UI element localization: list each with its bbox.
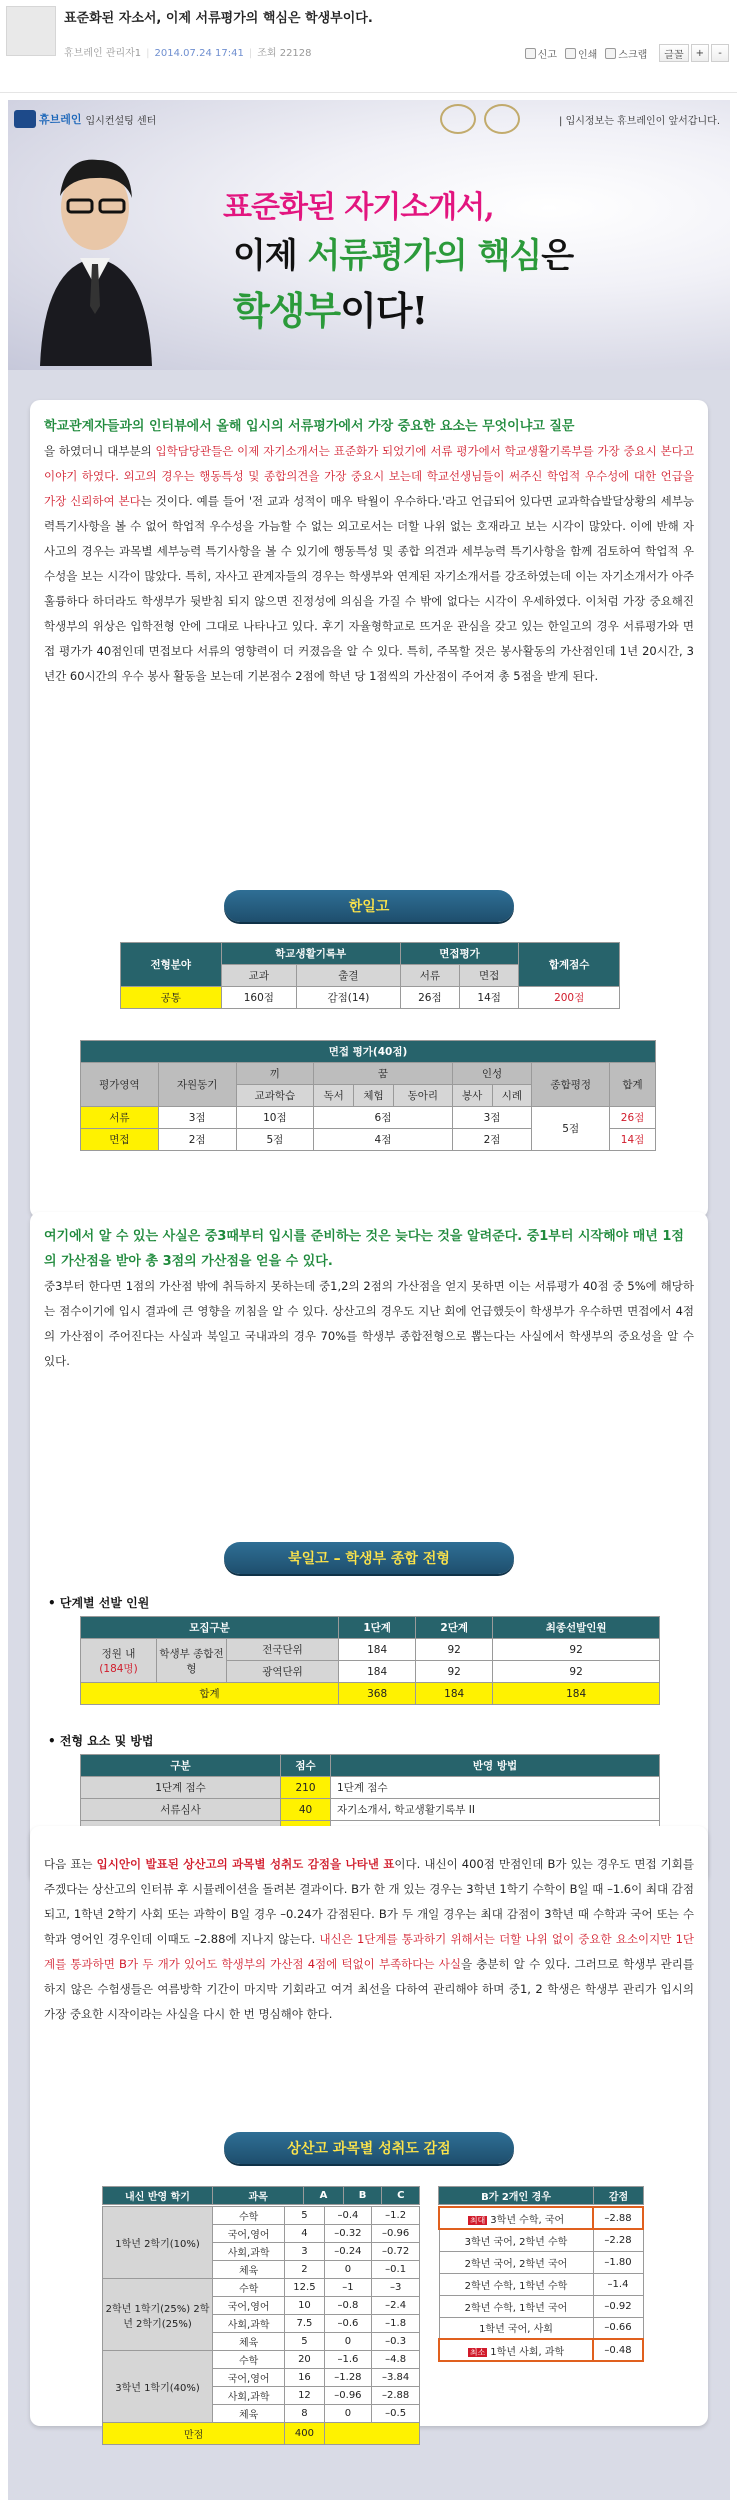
total-empty: [324, 2423, 419, 2445]
views-count: 22128: [279, 48, 312, 59]
tag-badge: 최소: [469, 2347, 486, 2357]
tag-badge: 최대: [469, 2215, 486, 2225]
post-date: 2014.07.24 17:41: [154, 48, 244, 59]
table-row: [439, 2339, 643, 2361]
post-header: [0, 0, 737, 96]
combo-cell: [439, 2251, 593, 2273]
value-cell: –0.3: [372, 2333, 420, 2351]
value-cell: –1.8: [372, 2315, 420, 2333]
post-tools: [517, 44, 729, 62]
hero-slogan: | 입시정보는 휴브레인이 앞서갑니다.: [559, 116, 720, 127]
consultant-photo: [20, 146, 170, 366]
table-row: 공통 160점 감점(14) 26점 14점 200점: [121, 987, 620, 1009]
value-cell: 16: [285, 2369, 324, 2387]
combo-cell: [439, 2339, 593, 2361]
section1-paragraph: 을 하였더니 대부분의 입학담당관들은 이제 자기소개서는 표준화가 되었기에 서류 평가에서 학교생활기록부를 가장 중요시 본다고 이야기 하였다. 외고의 경우는 행동특성 및 종합의견을 가장 중요시 보는데 학교선생님들이 써주신 학업적 우수성에 대한 언급을 가장 신뢰하여 본다는 것이다. 예를 들어 '전 교과 성적이 매우 탁월이 우수하다.'라고 언급되어 있다면 교과학습발달상황의 세부능력특기사항을 볼 수 없어 학업적 우수성을 가늠할 수 없는 외고로서는 더할 나위 없는 호재라고 보는 시각이 많았다. 이에 반해 자사고의 경우는 과목별 세부능력 특기사항을 볼 수 있기에 행동특성 및 종합 의견과 세부능력 특기사항을 함께 검토하여 학업적 우수성을 보는 시각이 많았다. 특히, 자사고 관계자들의 경우는 학생부와 연계된 자기소개서를 강조하였는데 이는 자기소개서가 아주 훌륭하다 하더라도 학생부가 뒷받침 되지 않으면 진정성에 의심을 가질 수 밖에 없다는 시각이 우세하였다. 이처럼 가장 중요해진 학생부의 위상은 입학전형 안에 그대로 나타나고 있다. 후기 자율형학교로 뜨거운 관심을 갖고 있는 한일고의 경우 서류평가와 면접 평가가 40점인데 면접보다 서류의 영향력이 더 커졌음을 알 수 있다. 특히, 주목할 것은 봉사활동의 가산점인데 1년 20시간, 3년간 60시간의 우수 봉사 활동을 보는데 기본점수 2점에 학년 당 1점씩의 가산점이 주어져 총 5점을 받게 된다.: [44, 444, 694, 683]
combo-label: 2학년 수학, 1학년 국어: [464, 2302, 568, 2314]
hero-title-line2: 이제 서류평가의 핵심은: [233, 236, 574, 276]
subject-cell: 수학: [213, 2207, 285, 2225]
combo-cell: [439, 2207, 593, 2229]
deduction-value: –2.28: [593, 2229, 643, 2251]
deduction-value: –0.66: [593, 2317, 643, 2339]
subject-cell: 국어,영어: [213, 2225, 285, 2243]
deduction-value: –2.88: [593, 2207, 643, 2229]
subject-cell: 체육: [213, 2333, 285, 2351]
value-cell: –0.96: [372, 2225, 420, 2243]
section2-paragraph: 중3부터 한다면 1점의 가산점 밖에 취득하지 못하는데 중1,2의 2점의 가산점을 얻지 못하면 이는 서류평가 40점 중 5%에 해당하는 점수이기에 입시 결과에 큰 영향을 끼침을 알 수 있다. 상산고의 경우도 지난 회에 언급했듯이 학생부가 우수하면 면접에서 4점의 가산점이 주어진다는 사실과 북일고 국내과의 경우 70%를 학생부 종합전형으로 뽑는다는 사실에서 학생부의 중요성을 알 수 있다.: [44, 1279, 694, 1368]
section-pill-bukil: 북일고 – 학생부 종합 전형: [224, 1542, 514, 1574]
value-cell: 2: [285, 2261, 324, 2279]
divider: [0, 92, 737, 93]
subject-cell: 국어,영어: [213, 2369, 285, 2387]
brand-logo: 휴브레인 입시컨설팅 센터: [14, 110, 156, 128]
sangsan-grade-table-body: [102, 2206, 420, 2445]
logo-mark-icon: [14, 110, 36, 128]
subject-cell: 수학: [213, 2279, 285, 2297]
section-card-bukil: [30, 1212, 708, 1882]
value-cell: –0.5: [372, 2405, 420, 2423]
font-minus-button[interactable]: -: [711, 44, 729, 62]
section2-lead: 여기에서 알 수 있는 사실은 중3때부터 입시를 준비하는 것은 늦다는 것을 알려준다. 중1부터 시작해야 매년 1점의 가산점을 받아 총 3점의 가산점을 얻을 수 있다.: [44, 1229, 684, 1269]
scrap-button[interactable]: 스크랩: [605, 46, 647, 61]
combo-cell: [439, 2317, 593, 2339]
value-cell: –1.6: [324, 2351, 372, 2369]
combo-label: 2학년 수학, 1학년 수학: [464, 2280, 568, 2292]
sangsan-two-b-table: B가 2개인 경우 감점: [438, 2186, 644, 2205]
semester-cell: 1학년 2학기(10%): [103, 2207, 213, 2279]
table-row: [439, 2229, 643, 2251]
font-plus-button[interactable]: +: [691, 44, 709, 62]
section-card-hanil: [30, 400, 708, 1218]
table-row: [439, 2295, 643, 2317]
table-row: [439, 2273, 643, 2295]
hero-title-line3: 학생부이다!: [233, 288, 428, 333]
siren-icon: [525, 48, 536, 59]
value-cell: –3: [372, 2279, 420, 2297]
views-label: 조회: [257, 48, 277, 59]
table-row: 서류 3점 10점 6점 3점 5점 26점: [81, 1107, 656, 1129]
table-row: 서류심사 40 자기소개서, 학교생활기록부 II: [81, 1799, 660, 1821]
post-meta: 휴브레인 관리자1 | 2014.07.24 17:41 | 조회 22128: [64, 48, 312, 59]
table-row: [103, 2207, 420, 2225]
value-cell: –0.1: [372, 2261, 420, 2279]
table-row: [103, 2351, 420, 2369]
section3-paragraph: 다음 표는 입시안이 발표된 상산고의 과목별 성취도 감점을 나타낸 표이다. 내신이 400점 만점인데 B가 있는 경우도 면접 기회를 주겠다는 상산고의 인터뷰 후 시뮬레이션을 돌려본 결과이다. B가 한 개 있는 경우는 3학년 1학기 수학이 B일 때 –1.6이 최대 감점되고, 1학년 2학기 사회 또는 과학이 B일 경우 –0.24가 감점된다. B가 두 개일 경우는 최대 감점이 3학년 때 수학과 국어 또는 수학과 영어인 경우인데 이때도 –2.88에 지나지 않는다. 내신은 1단계를 통과하기 위해서는 더할 나위 없이 중요한 요소이지만 1단계를 통과하면 B가 두 개가 있어도 학생부의 가산점 4점에 턱없이 부족하다는 사실을 충분히 알 수 있다. 그러므로 학생부 관리를 하지 않은 수험생들은 여름방학 기간이 마지막 기회라고 여겨 최선을 다하여 관리해야 하며 중1, 2 학생은 학생부 관리가 입시의 가장 중요한 시작이라는 사실을 다시 한 번 명심해야 한다.: [44, 1857, 694, 2021]
value-cell: –0.24: [324, 2243, 372, 2261]
value-cell: –2.4: [372, 2297, 420, 2315]
hero-banner: [8, 100, 730, 370]
hanil-interview-table: 면접 평가(40점) 평가영역 자원동기 끼 꿈 인성 종합평정 합계 교과학습 독서 체험 동아리 봉사 시례 서류 3점 10점 6점 3점 5점 26점 면접 2점 5점 4점 2점 14점: [80, 1040, 656, 1151]
hero-title-line1: 표준화된 자기소개서,: [223, 190, 494, 225]
subject-cell: 사회,과학: [213, 2387, 285, 2405]
value-cell: –0.72: [372, 2243, 420, 2261]
value-cell: 8: [285, 2405, 324, 2423]
font-size-control: [657, 44, 729, 62]
value-cell: –4.8: [372, 2351, 420, 2369]
section-pill-hanil: 한일고: [224, 890, 514, 922]
bukil-quota-table: 모집구분 1단계 2단계 최종선발인원 정원 내 (184명) 학생부 종합전형 전국단위 184 92 92 광역단위 184 92 92 합계 368 184 184: [80, 1616, 660, 1705]
value-cell: 4: [285, 2225, 324, 2243]
report-button[interactable]: 신고: [525, 46, 557, 61]
avatar[interactable]: [6, 6, 56, 56]
hanil-score-table: 전형분야 학교생활기록부 면접평가 합계점수 교과 출결 서류 면접 공통 160점 감점(14) 26점 14점 200점: [120, 942, 620, 1009]
award-seal-icon: [484, 104, 520, 134]
deduction-value: –1.4: [593, 2273, 643, 2295]
total-value: 400: [285, 2423, 324, 2445]
value-cell: 5: [285, 2207, 324, 2225]
value-cell: –1.28: [324, 2369, 372, 2387]
combo-label: 3학년 수학, 국어: [490, 2214, 565, 2226]
total-label: 만점: [103, 2423, 285, 2445]
value-cell: –1: [324, 2279, 372, 2297]
value-cell: –0.96: [324, 2387, 372, 2405]
subject-cell: 체육: [213, 2405, 285, 2423]
subject-cell: 국어,영어: [213, 2297, 285, 2315]
section-pill-sangsan: 상산고 과목별 성취도 감점: [224, 2132, 514, 2164]
table-row: [439, 2207, 643, 2229]
table-row: [439, 2317, 643, 2339]
author-name[interactable]: 휴브레인 관리자1: [64, 48, 142, 59]
semester-cell: 2학년 1학기(25%) 2학년 2학기(25%): [103, 2279, 213, 2351]
value-cell: –0.32: [324, 2225, 372, 2243]
bullet-stage-quota: • 단계별 선발 인원: [48, 1596, 150, 1610]
combo-cell: [439, 2295, 593, 2317]
table-row: 광역단위 184 92 92: [81, 1661, 660, 1683]
value-cell: –0.6: [324, 2315, 372, 2333]
value-cell: 0: [324, 2333, 372, 2351]
combo-label: 2학년 국어, 2학년 국어: [464, 2258, 568, 2270]
value-cell: 20: [285, 2351, 324, 2369]
value-cell: 3: [285, 2243, 324, 2261]
subject-cell: 수학: [213, 2351, 285, 2369]
post-title: 표준화된 자소서, 이제 서류평가의 핵심은 학생부이다.: [64, 11, 373, 26]
table-row: 면접 2점 5점 4점 2점 14점: [81, 1129, 656, 1151]
table-row: 1단계 점수 210 1단계 점수: [81, 1777, 660, 1799]
subject-cell: 사회,과학: [213, 2315, 285, 2333]
combo-label: 1학년 사회, 과학: [490, 2346, 565, 2358]
value-cell: –1.2: [372, 2207, 420, 2225]
value-cell: –0.4: [324, 2207, 372, 2225]
scrap-icon: [605, 48, 616, 59]
bullet-method: • 전형 요소 및 방법: [48, 1734, 154, 1748]
value-cell: –2.88: [372, 2387, 420, 2405]
print-button[interactable]: 인쇄: [565, 46, 597, 61]
award-seal-icon: [440, 104, 476, 134]
print-icon: [565, 48, 576, 59]
value-cell: 12.5: [285, 2279, 324, 2297]
value-cell: 7.5: [285, 2315, 324, 2333]
deduction-value: –1.80: [593, 2251, 643, 2273]
section-card-sangsan: [30, 1826, 708, 2441]
value-cell: 0: [324, 2405, 372, 2423]
font-button[interactable]: 글꼴: [659, 44, 688, 62]
combo-cell: [439, 2273, 593, 2295]
table-row: [103, 2423, 420, 2445]
deduction-value: –0.48: [593, 2339, 643, 2361]
deduction-value: –0.92: [593, 2295, 643, 2317]
table-row: [103, 2279, 420, 2297]
value-cell: 0: [324, 2261, 372, 2279]
combo-label: 1학년 국어, 사회: [479, 2324, 553, 2336]
value-cell: –0.8: [324, 2297, 372, 2315]
value-cell: 5: [285, 2333, 324, 2351]
table-row: 합계 368 184 184: [81, 1683, 660, 1705]
value-cell: 12: [285, 2387, 324, 2405]
semester-cell: 3학년 1학기(40%): [103, 2351, 213, 2423]
table-row: [439, 2251, 643, 2273]
sangsan-two-b-table-body: [438, 2206, 644, 2362]
bukil-method-table: 구분 점수 반영 방법 1단계 점수 210 1단계 점수 서류심사 40 자기소개서, 학교생활기록부 II: [80, 1754, 660, 1865]
value-cell: 10: [285, 2297, 324, 2315]
combo-label: 3학년 국어, 2학년 수학: [464, 2236, 568, 2248]
sangsan-grade-table: 내신 반영 학기 과목 A B C: [102, 2186, 420, 2205]
combo-cell: [439, 2229, 593, 2251]
article-body: [8, 100, 730, 2500]
section1-lead: 학교관계자들과의 인터뷰에서 올해 입시의 서류평가에서 가장 중요한 요소는 무엇이냐고 질문: [44, 419, 575, 434]
subject-cell: 사회,과학: [213, 2243, 285, 2261]
value-cell: –3.84: [372, 2369, 420, 2387]
subject-cell: 체육: [213, 2261, 285, 2279]
table-row: 정원 내 (184명) 학생부 종합전형 전국단위 184 92 92: [81, 1639, 660, 1661]
